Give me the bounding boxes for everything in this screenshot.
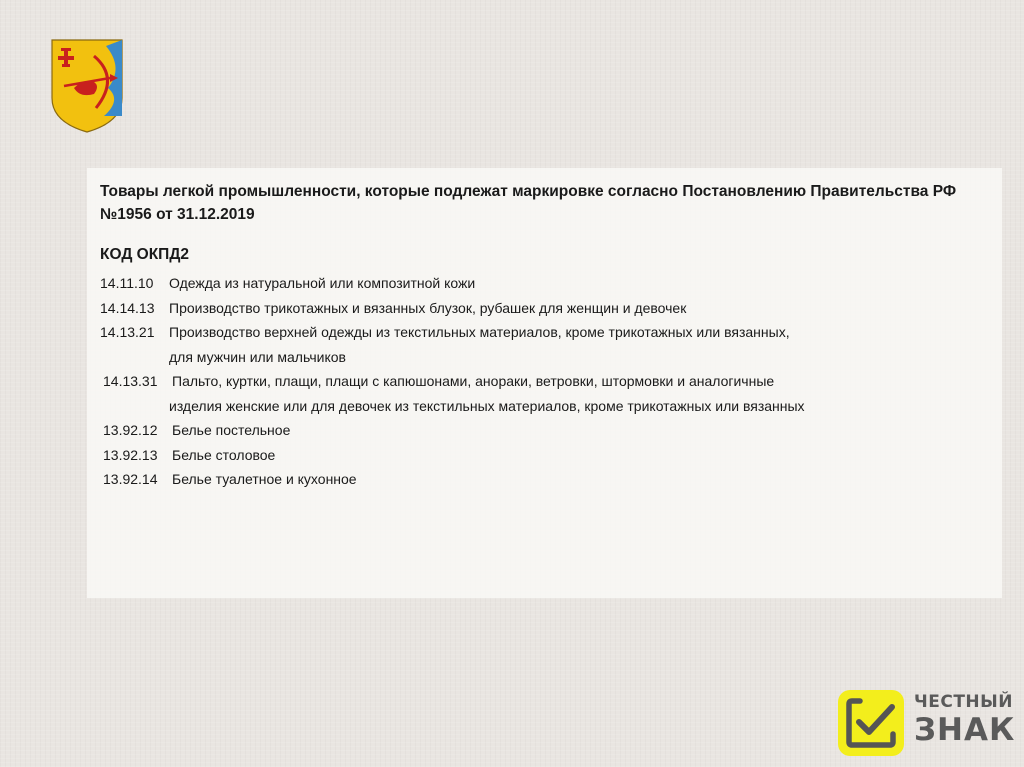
item-text: для мужчин или мальчиков: [169, 348, 346, 365]
item-text: Белье туалетное и кухонное: [172, 471, 357, 488]
list-item: [100, 320, 980, 345]
logo-box: [838, 690, 904, 756]
coat-of-arms-icon: [50, 38, 124, 134]
list-item: [100, 418, 980, 443]
item-text: Производство трикотажных и вязанных блузок, рубашек для женщин и девочек: [169, 299, 687, 316]
list-item: [100, 443, 980, 468]
item-code: 13.92.14: [103, 471, 158, 488]
item-text: Белье столовое: [172, 446, 276, 463]
item-code: 13.92.12: [103, 422, 158, 439]
list-item: [100, 467, 980, 492]
document-title: Товары легкой промышленности, которые подлежат маркировке согласно Постановлению Правительства РФ №1956 от 31.12.2019: [100, 183, 957, 223]
item-text: Белье постельное: [172, 422, 291, 439]
code-header: КОД ОКПД2: [100, 246, 189, 263]
logo-text: [914, 694, 1015, 746]
chestny-znak-logo: [838, 690, 1016, 756]
list-item: [100, 296, 980, 321]
list-item: [100, 369, 980, 394]
item-code: 14.11.10: [100, 275, 154, 292]
code-list: [100, 271, 980, 492]
check-icon: [838, 690, 904, 756]
logo-line2: ЗНАК: [914, 712, 1016, 748]
item-code: 14.13.31: [103, 373, 158, 390]
logo-line1: ЧЕСТНЫЙ: [914, 692, 1013, 712]
item-code: 14.13.21: [100, 324, 155, 341]
item-text: изделия женские или для девочек из текстильных материалов, кроме трикотажных или вязанных: [169, 397, 805, 414]
list-item-continuation: [100, 345, 980, 370]
item-text: Пальто, куртки, плащи, плащи с капюшонами, анораки, ветровки, штормовки и аналогичные: [172, 373, 775, 390]
item-text: Одежда из натуральной или композитной кожи: [169, 275, 476, 292]
item-code: 13.92.13: [103, 446, 158, 463]
item-code: 14.14.13: [100, 299, 155, 316]
list-item: [100, 271, 980, 296]
item-text: Производство верхней одежды из текстильных материалов, кроме трикотажных или вязанных,: [169, 324, 790, 341]
list-item-continuation: [100, 394, 980, 419]
